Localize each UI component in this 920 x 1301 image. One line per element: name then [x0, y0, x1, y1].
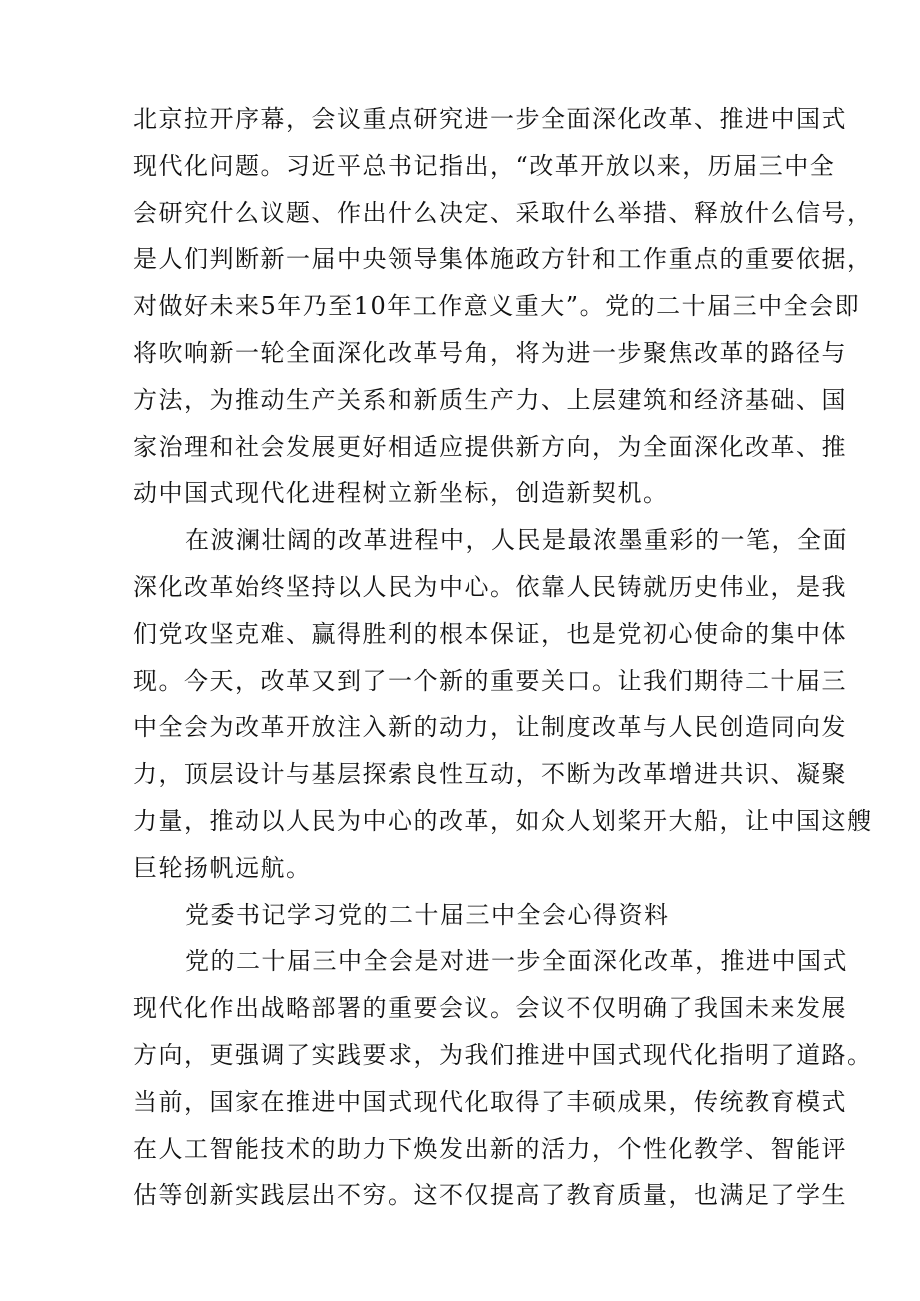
text-line: 们党攻坚克难、赢得胜利的根本保证，也是党初心使命的集中体 — [133, 619, 847, 648]
text-line: 现代化作出战略部署的重要会议。会议不仅明确了我国未来发展 — [133, 994, 847, 1023]
document-body — [133, 96, 873, 1219]
text-line: 估等创新实践层出不穷。这不仅提高了教育质量，也满足了学生 — [133, 1181, 847, 1210]
text-line: 方向，更强调了实践要求，为我们推进中国式现代化指明了道路。 — [133, 1040, 873, 1069]
section-heading: 党委书记学习党的二十届三中全会心得资料 — [185, 900, 670, 929]
paragraph-first-line: 党的二十届三中全会是对进一步全面深化改革，推进中国式 — [185, 947, 848, 976]
text-line: 在人工智能技术的助力下焕发出新的活力，个性化教学、智能评 — [133, 1134, 847, 1163]
text-line: 现代化问题。习近平总书记指出，“改革开放以来，历届三中全 — [133, 151, 836, 180]
text-line: 家治理和社会发展更好相适应提供新方向，为全面深化改革、推 — [133, 432, 847, 461]
text-line: 中全会为改革开放注入新的动力，让制度改革与人民创造同向发 — [133, 713, 847, 742]
text-line: 深化改革始终坚持以人民为中心。依靠人民铸就历史伟业，是我 — [133, 572, 847, 601]
text-line: 会研究什么议题、作出什么决定、采取什么举措、释放什么信号， — [133, 198, 873, 227]
text-line: 动中国式现代化进程树立新坐标，创造新契机。 — [133, 479, 669, 508]
text-line: 现。今天，改革又到了一个新的重要关口。让我们期待二十届三 — [133, 666, 847, 695]
text-line: 将吹响新一轮全面深化改革号角，将为进一步聚焦改革的路径与 — [133, 338, 847, 367]
text-line: 当前，国家在推进中国式现代化取得了丰硕成果，传统教育模式 — [133, 1087, 847, 1116]
text-line: 力，顶层设计与基层探索良性互动，不断为改革增进共识、凝聚 — [133, 760, 847, 789]
paragraph-first-line: 在波澜壮阔的改革进程中，人民是最浓墨重彩的一笔，全面 — [185, 526, 848, 555]
text-line: 巨轮扬帆远航。 — [133, 853, 312, 882]
text-line: 方法，为推动生产关系和新质生产力、上层建筑和经济基础、国 — [133, 385, 847, 414]
text-line: 力量，推动以人民为中心的改革，如众人划桨开大船，让中国这艘 — [133, 806, 873, 835]
text-line: 对做好未来5年乃至10年工作意义重大”。党的二十届三中全会即 — [133, 292, 861, 321]
text-line: 是人们判断新一届中央领导集体施政方针和工作重点的重要依据， — [133, 245, 873, 274]
text-line: 北京拉开序幕，会议重点研究进一步全面深化改革、推进中国式 — [133, 105, 847, 133]
